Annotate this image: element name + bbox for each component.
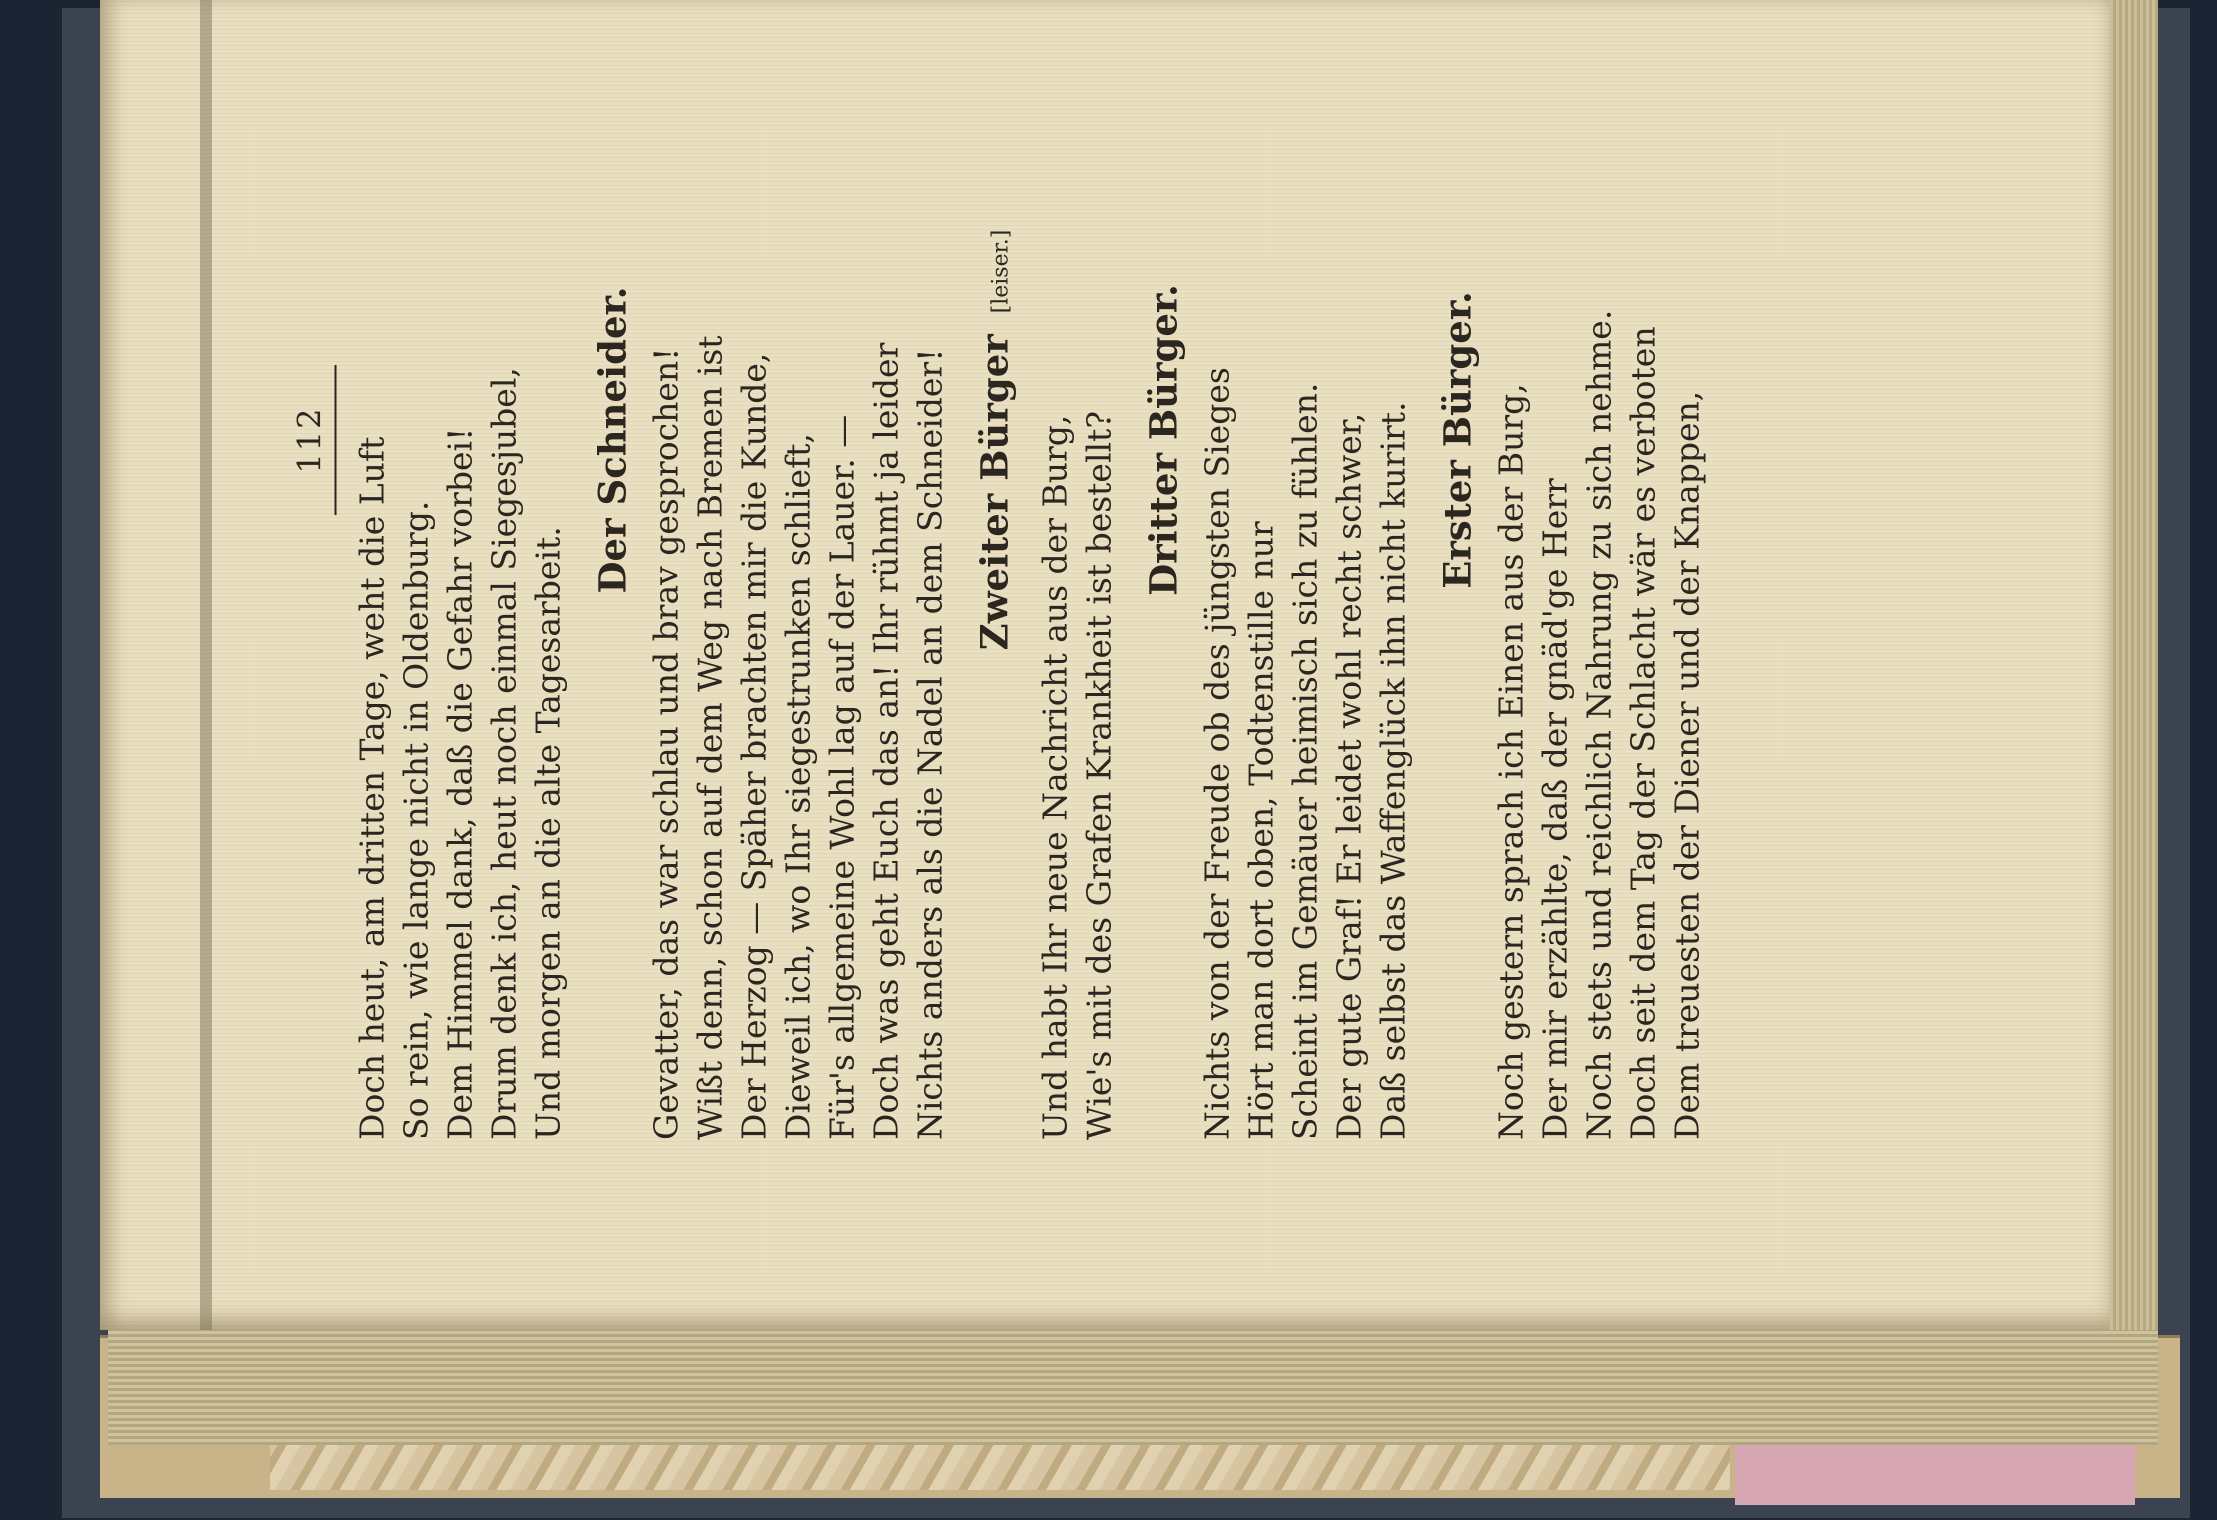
verse-line: Dem Himmel dank, daß die Gefahr vorbei! <box>440 427 480 1140</box>
verse-line: Dieweil ich, wo Ihr siegestrunken schlieft, <box>778 432 818 1140</box>
verse-line: Und habt Ihr neue Nachricht aus der Burg, <box>1035 414 1075 1140</box>
verse-line: Noch stets und reichlich Nahrung zu sich nehme. <box>1579 309 1619 1140</box>
speaker-heading: Der Schneider. <box>590 286 635 594</box>
verse-line: Doch heut, am dritten Tage, weht die Luft <box>352 436 392 1140</box>
page-edges <box>108 1325 2158 1445</box>
verse-line: Gevatter, das war schlau und brav gesprochen! <box>646 347 686 1140</box>
page-fore-edge <box>2110 0 2158 1330</box>
verse-line: Doch seit dem Tag der Schlacht wär es verboten <box>1623 326 1663 1140</box>
verse-line: Der gute Graf! Er leidet wohl recht schwer, <box>1329 412 1369 1140</box>
verse-line: Der Herzog — Späher brachten mir die Kunde, <box>734 352 774 1140</box>
verse-line: Für's allgemeine Wohl lag auf der Lauer. — <box>822 414 862 1140</box>
speaker-name: Zweiter Bürger <box>972 334 1017 651</box>
verse-line: Wißt denn, schon auf dem Weg nach Bremen ist <box>690 335 730 1140</box>
speaker-heading: Dritter Bürger. <box>1141 284 1186 596</box>
verse-line: Der mir erzählte, daß der gnäd'ge Herr <box>1535 478 1575 1140</box>
verse-line: Hört man dort oben, Todtenstille nur <box>1241 521 1281 1140</box>
verse-line: Noch gestern sprach ich Einen aus der Burg, <box>1491 383 1531 1140</box>
verse-line: Nichts von der Freude ob des jüngsten Sieges <box>1197 367 1237 1140</box>
spine-shadow <box>200 0 212 1330</box>
speaker-heading: Erster Bürger. <box>1435 291 1480 589</box>
verse-line: Drum denk ich, heut noch einmal Siegesjubel, <box>484 367 524 1140</box>
page-number: 112 <box>290 406 329 474</box>
verse-line: Und morgen an die alte Tagesarbeit. <box>528 526 568 1140</box>
page-text <box>291 0 1710 1140</box>
verse-line: So rein, wie lange nicht in Oldenburg. <box>396 500 436 1140</box>
header-rule <box>335 365 337 515</box>
verse-line: Scheint im Gemäuer heimisch sich zu fühlen. <box>1285 382 1325 1140</box>
verse-line: Dem treuesten der Diener und der Knappen, <box>1667 390 1707 1140</box>
verse-line: Doch was geht Euch das an! Ihr rühmt ja leider <box>866 342 906 1140</box>
stage-direction: [leiser.] <box>988 229 1014 314</box>
verse-line: Nichts anders als die Nadel an dem Schneider! <box>910 348 950 1140</box>
speaker-heading-with-aside <box>967 0 1030 1140</box>
verse-line: Wie's mit des Grafen Krankheit ist bestellt? <box>1079 410 1119 1140</box>
verse-line: Daß selbst das Waffenglück ihn nicht kurirt. <box>1373 401 1413 1140</box>
